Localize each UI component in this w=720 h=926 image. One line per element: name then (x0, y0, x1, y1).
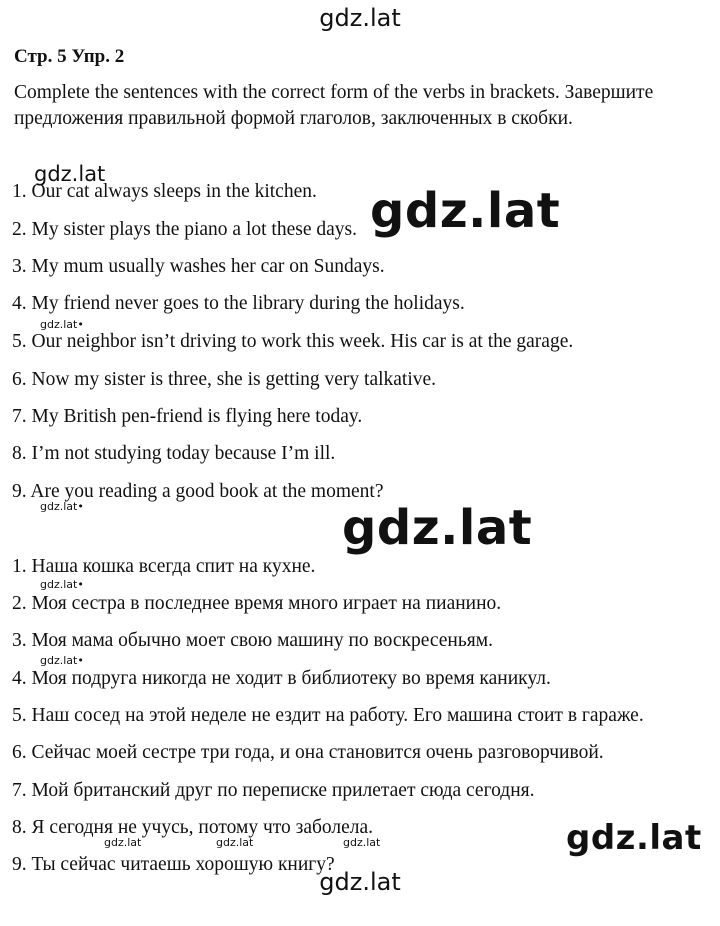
watermark-tiny: gdz.lat• (40, 578, 84, 591)
task-instructions: Complete the sentences with the correct form of the verbs in brackets. Завершите предложения правильной формой глаголов, заключенных в скобки. (14, 82, 654, 129)
english-sentence: 4. My friend never goes to the library during the holidays. (12, 293, 465, 314)
watermark-small-left: gdz.lat (34, 162, 106, 186)
russian-sentence: 1. Наша кошка всегда спит на кухне. (12, 556, 316, 577)
watermark-large: gdz.lat (342, 500, 533, 556)
english-sentence: 2. My sister plays the piano a lot these days. (12, 219, 357, 240)
russian-sentence: 4. Моя подруга никогда не ходит в библиотеку во время каникул. (12, 668, 551, 689)
english-sentence: 9. Are you reading a good book at the moment? (12, 481, 384, 502)
watermark-tiny: gdz.lat (216, 836, 254, 849)
watermark-top: gdz.lat (319, 4, 401, 32)
english-sentence: 8. I’m not studying today because I’m ill. (12, 443, 336, 464)
watermark-tiny: gdz.lat• (40, 500, 84, 513)
english-sentence: 6. Now my sister is three, she is getting very talkative. (12, 369, 437, 390)
russian-sentence: 3. Моя мама обычно моет свою машину по воскресеньям. (12, 630, 493, 651)
english-sentence: 1. Our cat always sleeps in the kitchen. (12, 181, 317, 202)
watermark-tiny: gdz.lat• (40, 654, 84, 667)
russian-sentence: 6. Сейчас моей сестре три года, и она становится очень разговорчивой. (12, 742, 604, 763)
russian-sentence: 2. Моя сестра в последнее время много играет на пианино. (12, 593, 502, 614)
english-sentence: 3. My mum usually washes her car on Sundays. (12, 256, 385, 277)
english-sentence: 7. My British pen-friend is flying here today. (12, 406, 363, 427)
page-title: Стр. 5 Упр. 2 (14, 46, 125, 67)
english-sentence: 5. Our neighbor isn’t driving to work this week. His car is at the garage. (12, 331, 574, 352)
watermark-tiny: gdz.lat• (40, 318, 84, 331)
russian-sentence: 5. Наш сосед на этой неделе не ездит на работу. Его машина стоит в гараже. (12, 705, 644, 726)
watermark-tiny: gdz.lat (343, 836, 381, 849)
watermark-bottom: gdz.lat (319, 868, 401, 896)
russian-sentence: 8. Я сегодня не учусь, потому что заболела. (12, 817, 374, 838)
watermark-tiny: gdz.lat (104, 836, 142, 849)
russian-sentence: 7. Мой британский друг по переписке прилетает сюда сегодня. (12, 780, 535, 801)
watermark-large: gdz.lat (566, 818, 702, 858)
watermark-large: gdz.lat (370, 183, 561, 239)
russian-sentence: 9. Ты сейчас читаешь хорошую книгу? (12, 854, 335, 875)
